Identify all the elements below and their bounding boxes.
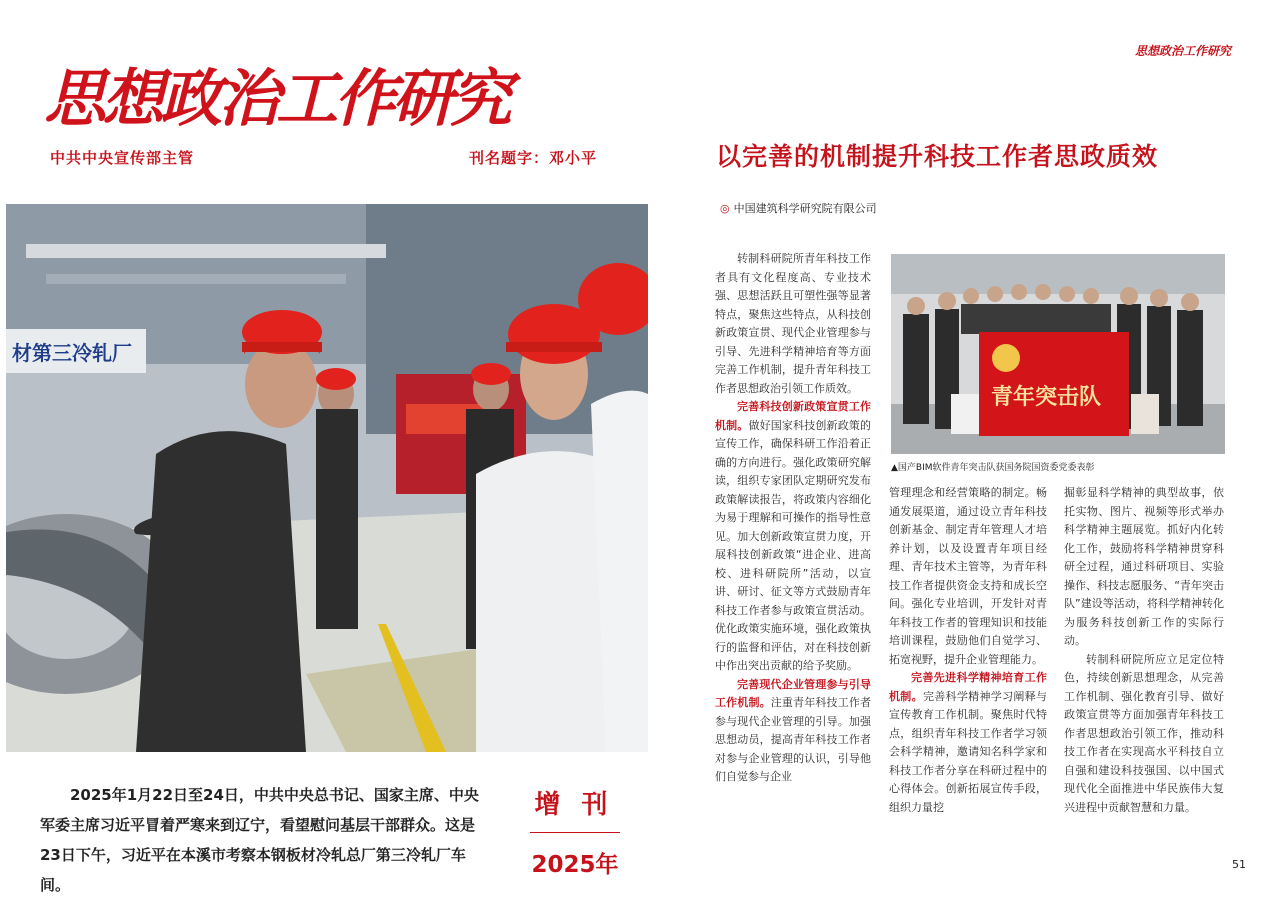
article-column-1 xyxy=(715,250,871,787)
paragraph-text: 转制科研院所青年科技工作者具有文化程度高、专业技术强、思想活跃且可塑性强等显著特点，聚焦这些特点，从科技创新政策宣贯、现代企业管理参与引导、先进科学精神培育等方面完善工作机制，提升青年科技工作者思想政治引领工作质效。 xyxy=(715,252,871,395)
section-heading: 完善先进科学精神培育工作机制。 xyxy=(889,671,1047,703)
article-title: 以完善的机制提升科技工作者思政质效 xyxy=(716,142,1159,171)
masthead-title: 思想政治工作研究 xyxy=(44,62,509,135)
paragraph xyxy=(1064,651,1224,818)
paragraph-text: 管理理念和经营策略的制定。畅通发展渠道，通过设立青年科技创新基金、制定青年管理人才培养计划，以及设置青年项目经理、青年技术主管等，为青年科技工作者提供资金支持和成长空间。强化专业培训，开发针对青年科技工作者的管理知识和技能培训课程，鼓励他们自觉学习、拓宽视野，提升企业管理能力。 xyxy=(889,486,1047,666)
paragraph xyxy=(889,484,1047,669)
byline xyxy=(720,200,877,216)
article-column-3 xyxy=(1064,484,1224,817)
team-photo-caption: ▲国产BIM软件青年突击队获国务院国资委党委表彰 xyxy=(891,463,1095,473)
section-heading: 完善科技创新政策宣贯工作机制。 xyxy=(715,400,871,432)
team-photo-illustration xyxy=(891,254,1225,454)
paragraph-text: 完善科学精神学习阐释与宣传教育工作机制。聚焦时代特点，组织青年科技工作者学习领会科学精神，邀请知名科学家和科技工作者分享在科研过程中的心得体会。创新拓展宣传手段，组织力量挖 xyxy=(889,689,1048,814)
issue-year: 2025年 xyxy=(531,852,619,878)
running-header: 思想政治工作研究 xyxy=(1135,44,1232,58)
calligraphy-credit: 刊名题字：邓小平 xyxy=(469,149,598,167)
byline-org: 中国建筑科学研究院有限公司 xyxy=(733,202,877,215)
banner-text: 青年突击队 xyxy=(991,384,1102,410)
issue-divider xyxy=(530,832,620,833)
paragraph xyxy=(1064,484,1224,651)
team-photo xyxy=(891,254,1225,454)
paragraph xyxy=(715,676,871,787)
article-column-2 xyxy=(889,484,1047,817)
issue-label: 增 刊 xyxy=(534,790,614,820)
cover-photo-illustration xyxy=(6,204,648,752)
cover-caption: 2025年1月22日至24日，中共中央总书记、国家主席、中央军委主席习近平冒着严寒来到辽宁，看望慰问基层干部群众。这是23日下午，习近平在本溪市考察本钢板材冷轧总厂第三冷轧厂车间。 xyxy=(40,786,479,894)
factory-sign-text: 材第三冷轧厂 xyxy=(12,341,132,365)
byline-bullet-icon: ◎ xyxy=(720,202,730,215)
cover-photo xyxy=(6,204,648,752)
paragraph xyxy=(889,669,1047,817)
paragraph xyxy=(715,250,871,398)
paragraph-text: 注重青年科技工作者参与现代企业管理的引导。加强思想动员，提高青年科技工作者对参与企业管理的认识，引导他们自觉参与企业 xyxy=(715,696,872,783)
page-number: 51 xyxy=(1232,858,1246,871)
section-heading: 完善现代企业管理参与引导工作机制。 xyxy=(715,677,871,709)
paragraph-text: 掘彰显科学精神的典型故事，依托实物、图片、视频等形式举办科学精神主题展览。抓好内化转化工作，鼓励将科学精神贯穿科研全过程，通过科研项目、实验操作、科技志愿服务、“青年突击队”建设等活动，将科学精神转化为服务科技创新工作的实际行动。 xyxy=(1064,486,1224,647)
supervisor-line: 中共中央宣传部主管 xyxy=(50,149,195,167)
paragraph xyxy=(715,398,871,676)
paragraph-text: 转制科研院所应立足定位特色，持续创新思想理念，从完善工作机制、强化教育引导、做好政策宣贯等方面加强青年科技工作者思想政治引领工作，推动科技工作者在实现高水平科技自立自强和建设科技强国、以中国式现代化全面推进中华民族伟大复兴进程中贡献智慧和力量。 xyxy=(1064,652,1224,814)
paragraph-text: 做好国家科技创新政策的宣传工作，确保科研工作沿着正确的方向进行。强化政策研究解读，组织专家团队定期研究发布政策解读报告，将政策内容细化为易于理解和可操作的指导性意见。加大创新政策宣贯力度，开展科技创新政策“进企业、进高校、进科研院所”活动，以宣讲、研讨、征文等方式鼓励青年科技工作者参与政策宣贯活动。优化政策实施环境，强化政策执行的监督和评估，对在科技创新中作出突出贡献的给予奖励。 xyxy=(715,418,872,672)
